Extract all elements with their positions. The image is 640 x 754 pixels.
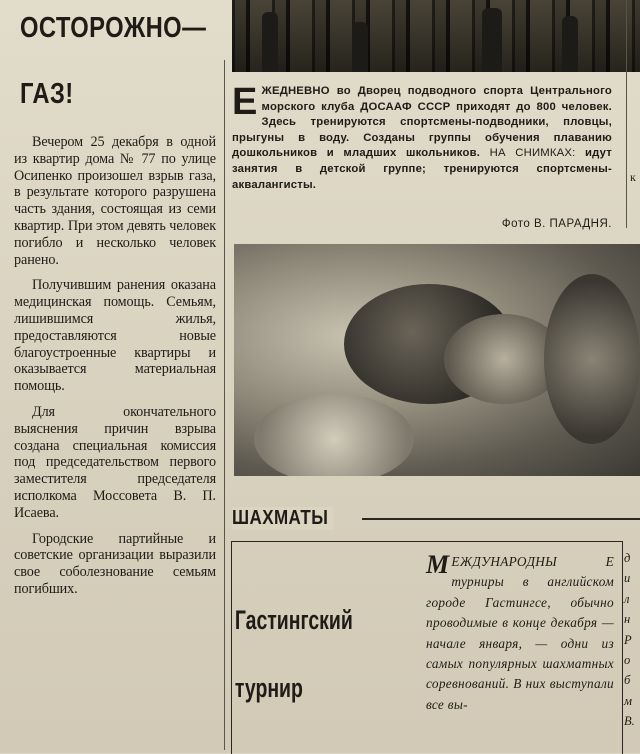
article-paragraph: Городские партийные и советские организации выразили свое соболезнование семьям погибших.	[14, 530, 216, 597]
section-rule	[362, 518, 640, 520]
article-paragraph: Для окончательного выяснения причин взрыва создана специальная комиссия под председательством первого заместителя председателя исполкома Моссовета В. П. Исаева.	[14, 403, 216, 521]
chess-dropcap: М	[426, 550, 450, 579]
photo-figure	[352, 22, 368, 72]
left-article-body	[14, 134, 216, 598]
chess-text-body: ЕЖДУНАРОДНЫ Е турниры в английском городе Гастингсе, обычно проводимые в конце декабря — начале января, — одни из самых популярных шахматных соревнований. В них выступали все вы-	[426, 554, 614, 712]
caption-text: во Дворец подводного спорта Центрального морского клуба ДОСААФ СССР приходят до 800 человек. Здесь тренируются спортсмены-подводники, пловцы, прыгуны в воду. Созданы группы обучения плаванию дошкольников и младших школьников.	[232, 85, 612, 160]
article-paragraph: Получившим ранения оказана медицинская помощь. Семьям, лишившимся жилья, предоставляются новые благоустроенные квартиры и оказывается материальная помощь.	[14, 277, 216, 395]
stub-letter: и	[624, 571, 631, 586]
stub-letter: н	[624, 612, 631, 627]
photo-credit: Фото В. ПАРАДНЯ.	[501, 218, 612, 230]
stub-letter: б	[624, 673, 631, 688]
photo-top	[232, 0, 640, 72]
chess-section-label: ШАХМАТЫ	[232, 507, 333, 530]
chess-section-header	[232, 507, 640, 531]
chess-right-stub	[624, 548, 640, 732]
caption-on-photos-text: идут занятия в детской группе; тренируются спортсмены-аквалангисты.	[232, 147, 613, 191]
right-stub-letter: к	[630, 170, 636, 184]
stub-letter: В.	[624, 714, 635, 729]
headline-line-1: ОСТОРОЖНО—	[20, 12, 207, 44]
headline-line-2: ГАЗ!	[20, 78, 74, 110]
column-divider	[224, 60, 225, 750]
right-column-stub	[626, 0, 640, 228]
chess-title-line-2: турнир	[234, 673, 303, 703]
caption-dropcap: Е	[232, 81, 258, 123]
photo-figure	[482, 8, 502, 72]
photo-caption	[232, 81, 613, 193]
chess-article-text	[426, 552, 614, 715]
photo-swimmers	[234, 244, 640, 476]
photo-figure	[262, 12, 278, 72]
caption-on-photos-label: НА СНИМКАХ:	[489, 147, 576, 160]
stub-letter: м	[624, 693, 632, 708]
chess-title	[232, 586, 360, 722]
stub-letter: Р	[624, 632, 632, 647]
chess-article	[231, 541, 623, 754]
stub-letter: о	[624, 653, 631, 668]
left-article	[14, 8, 216, 598]
stub-letter: д	[624, 551, 631, 565]
photo-figure	[562, 16, 578, 72]
caption-lead: ЖЕДНЕВНО	[261, 85, 330, 97]
article-paragraph: Вечером 25 декабря в одной из квартир дома № 77 по улице Осипенко произошел взрыв газа, в результате которого разрушена часть здания, состоящая из семи квартир. При этом девять человек погибло и несколько человек ранено.	[14, 134, 216, 268]
chess-title-line-1: Гастингский	[234, 605, 353, 635]
stub-letter: л	[624, 591, 630, 606]
photo-shape	[254, 394, 414, 476]
photo-shape	[544, 274, 640, 444]
